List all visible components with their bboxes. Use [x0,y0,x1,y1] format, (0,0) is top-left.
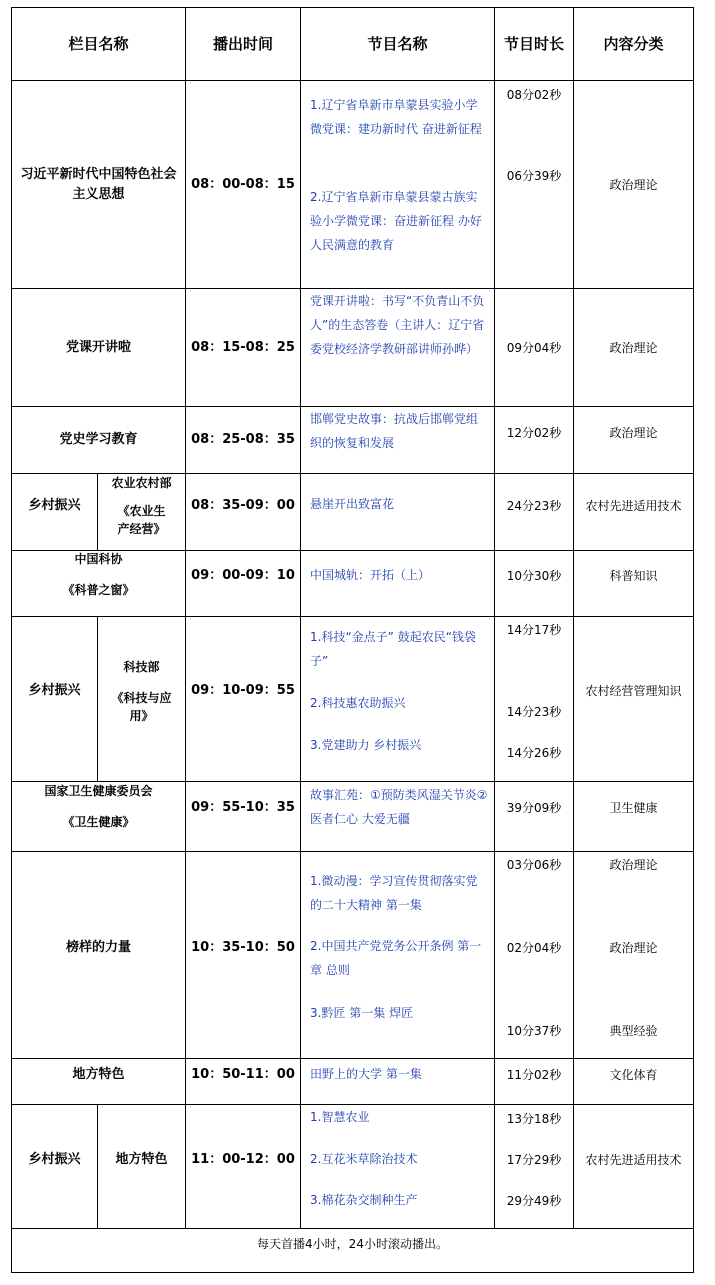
column-name [12,782,185,851]
column-name-line: 《科普之窗》 [62,583,135,597]
category-item: 典型经验 [609,1024,658,1038]
column-name: 榜样的力量 [65,940,131,955]
program-item: 1.科技“金点子” 鼓起农民“钱袋子” [310,630,476,668]
subcolumn-line: 科技部 [123,660,160,674]
duration-item: 10分37秒 [506,1024,562,1038]
program-item: 1.辽宁省阜新市阜蒙县实验小学微党课：建功新时代 奋进新征程 [310,98,482,136]
category: 农村经营管理知识 [585,684,682,698]
program-item: 3.棉花杂交制种生产 [310,1193,418,1207]
column-name-line: 中国科协 [74,552,123,566]
category-list [574,852,693,1058]
duration: 09分04秒 [506,340,562,355]
column-name: 乡村振兴 [28,497,81,513]
program-list [301,81,494,288]
category: 农村先进适用技术 [585,1153,682,1167]
duration: 12分02秒 [506,426,562,440]
category-item: 政治理论 [609,941,658,955]
category: 科普知识 [609,569,658,583]
broadcast-time: 08：25-08：35 [191,432,295,447]
border-right [693,7,694,1273]
program-list [301,782,494,851]
program-item: 悬崖开出致富花 [310,497,395,511]
duration-item: 14分23秒 [506,705,562,719]
program-item: 中国城轨：开拓（上） [310,568,431,582]
broadcast-time: 09：00-09：10 [191,568,295,583]
duration-item: 02分04秒 [506,941,562,955]
duration-item: 06分39秒 [506,169,562,183]
column-name: 地方特色 [72,1066,125,1082]
duration-list [495,617,573,781]
header-category: 内容分类 [603,35,664,53]
column-name: 党史学习教育 [59,432,138,447]
duration: 10分30秒 [506,569,562,583]
program-item: 3.党建助力 乡村振兴 [310,738,422,752]
header-time: 播出时间 [212,35,273,53]
subcolumn [98,474,185,550]
category: 政治理论 [609,426,658,440]
footer-note: 每天首播4小时，24小时滚动播出。 [257,1237,448,1251]
header-duration: 节目时长 [503,35,564,53]
broadcast-time: 08：15-08：25 [191,339,295,355]
header-program: 节目名称 [367,35,428,53]
category: 文化体育 [609,1067,658,1082]
duration: 39分09秒 [506,801,562,815]
duration-item: 29分49秒 [506,1194,562,1208]
program-item: 2.辽宁省阜新市阜蒙县蒙古族实验小学微党课：奋进新征程 办好人民满意的教育 [310,190,482,252]
duration-item: 14分17秒 [506,623,562,637]
duration: 11分02秒 [506,1067,562,1082]
column-name [12,551,185,616]
program-item: 邯郸党史故事：抗战后邯郸党组织的恢复和发展 [310,412,479,450]
border-bottom [11,1272,694,1273]
duration-list [495,81,573,288]
subcolumn-line: 《科技与应用》 [111,691,172,723]
program-item: 2.科技惠农助振兴 [310,696,406,710]
subcolumn: 地方特色 [115,1152,168,1167]
column-name-line: 国家卫生健康委员会 [44,784,153,798]
program-item: 1.智慧农业 [310,1110,370,1124]
program-item: 2.中国共产党党务公开条例 第一章 总则 [310,939,482,977]
column-name: 乡村振兴 [28,1152,81,1167]
duration-list [495,852,573,1058]
program-list [301,617,494,781]
subcolumn-line: 《农业生产经营》 [117,504,166,536]
column-name-line: 《卫生健康》 [62,815,135,829]
subcolumn-line: 农业农村部 [111,476,172,490]
broadcast-time: 08：00-08：15 [191,176,295,192]
broadcast-time: 09：10-09：55 [191,683,295,698]
program-item: 2.互花米草除治技术 [310,1152,418,1166]
category-item: 政治理论 [609,858,658,872]
broadcast-time: 10：50-11：00 [191,1066,295,1082]
program-list [301,1059,494,1104]
category: 政治理论 [609,177,658,192]
column-name: 习近平新时代中国特色社会主义思想 [20,166,177,202]
program-list [301,551,494,616]
program-list [301,1105,494,1228]
duration-item: 14分26秒 [506,746,562,760]
program-item: 党课开讲啦：书写“不负青山不负人”的生态答卷（主讲人：辽宁省委党校经济学教研部讲师孙晔） [310,294,485,356]
duration-item: 08分02秒 [506,88,562,102]
program-list [301,289,494,406]
duration-list [495,1105,573,1228]
program-item: 1.微动漫：学习宣传贯彻落实党的二十大精神 第一集 [310,874,478,912]
broadcast-time: 09：55-10：35 [191,800,295,815]
column-name: 乡村振兴 [28,683,81,698]
subcolumn [98,617,185,781]
category: 农村先进适用技术 [585,498,682,513]
broadcast-time: 11：00-12：00 [191,1152,295,1167]
category: 卫生健康 [609,801,658,815]
program-item: 故事汇苑：①预防类风湿关节炎②医者仁心 大爱无疆 [310,788,488,826]
duration-item: 17分29秒 [506,1153,562,1167]
duration-item: 13分18秒 [506,1112,562,1126]
header-column: 栏目名称 [68,35,129,53]
category: 政治理论 [609,340,658,355]
column-name: 党课开讲啦 [65,339,131,355]
program-list [301,407,494,473]
broadcast-time: 08：35-09：00 [191,497,295,513]
program-list [301,474,494,550]
duration-item: 03分06秒 [506,858,562,872]
program-item: 田野上的大学 第一集 [310,1067,422,1081]
broadcast-time: 10：35-10：50 [191,940,295,955]
program-item: 3.黔匠 第一集 焊匠 [310,1006,414,1020]
duration: 24分23秒 [506,498,562,513]
program-list [301,852,494,1058]
